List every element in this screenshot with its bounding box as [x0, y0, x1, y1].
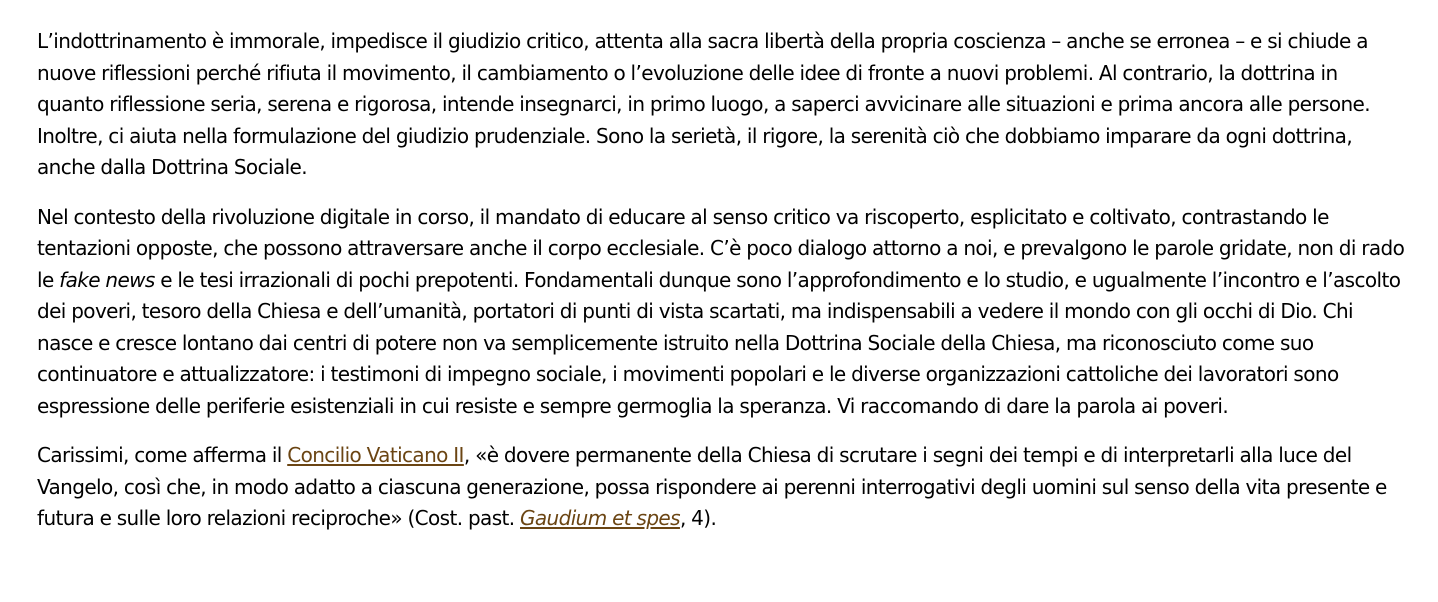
- paragraph-2-text-after: e le tesi irrazionali di pochi prepotenti. Fondamentali dunque sono l’approfondimento e lo studio, e ugualmente l’incontro e l’ascolto dei poveri, tesoro della Chiesa e dell’umanità, portatori di punti di vista scartati, ma indispensabili a vedere il mondo con gli occhi di Dio. Chi nasce e cresce lontano dai centri di potere non va semplicemente istruito nella Dottrina Sociale della Chiesa, ma riconosciuto come suo continuatore e attualizzatore: i testimoni di impegno sociale, i movimenti popolari e le diverse organizzazioni cattoliche dei lavoratori sono espressione delle periferie esistenziali in cui resiste e sempre germoglia la speranza. Vi raccomando di dare la parola ai poveri.: [37, 267, 1401, 418]
- concilio-vaticano-link[interactable]: Concilio Vaticano II: [287, 443, 464, 467]
- paragraph-3-text-middle: , «è dovere permanente della Chiesa di scrutare i segni dei tempi e di interpretarli alla luce del Vangelo, così che, in modo adatto a ciascuna generazione, possa rispondere ai perenni interrogativi degli uomini sul senso della vita presente e futura e sulle loro relazioni reciproche» (Cost. past.: [37, 443, 1387, 530]
- paragraph-3-text-before: Carissimi, come afferma il: [37, 443, 288, 467]
- gaudium-et-spes-title: Gaudium et spes: [520, 506, 680, 530]
- gaudium-et-spes-link[interactable]: [520, 506, 680, 530]
- paragraph-vatican-council: [37, 440, 1407, 535]
- paragraph-indoctrination: [37, 26, 1407, 184]
- article-body: [37, 26, 1407, 535]
- paragraph-digital-revolution: [37, 202, 1407, 423]
- fake-news-emphasis: fake news: [59, 267, 155, 292]
- paragraph-1-text: L’indottrinamento è immorale, impedisce il giudizio critico, attenta alla sacra libertà della propria coscienza – anche se erronea – e si chiude a nuove riflessioni perché rifiuta il movimento, il cambiamento o l’evoluzione delle idee di fronte a nuovi problemi. Al contrario, la dottrina in quanto riflessione seria, serena e rigorosa, intende insegnarci, in primo luogo, a saperci avvicinare alle situazioni e prima ancora alle persone. Inoltre, ci aiuta nella formulazione del giudizio prudenziale. Sono la serietà, il rigore, la serenità ciò che dobbiamo imparare da ogni dottrina, anche dalla Dottrina Sociale.: [37, 29, 1370, 179]
- paragraph-3-text-after: , 4).: [679, 506, 717, 530]
- paragraph-2-text-before: Nel contesto della rivoluzione digitale in corso, il mandato di educare al senso critico va riscoperto, esplicitato e coltivato, contrastando le tentazioni opposte, che possono attraversare anche il corpo ecclesiale. C’è poco dialogo attorno a noi, e prevalgono le parole gridate, non di rado le: [37, 204, 1405, 292]
